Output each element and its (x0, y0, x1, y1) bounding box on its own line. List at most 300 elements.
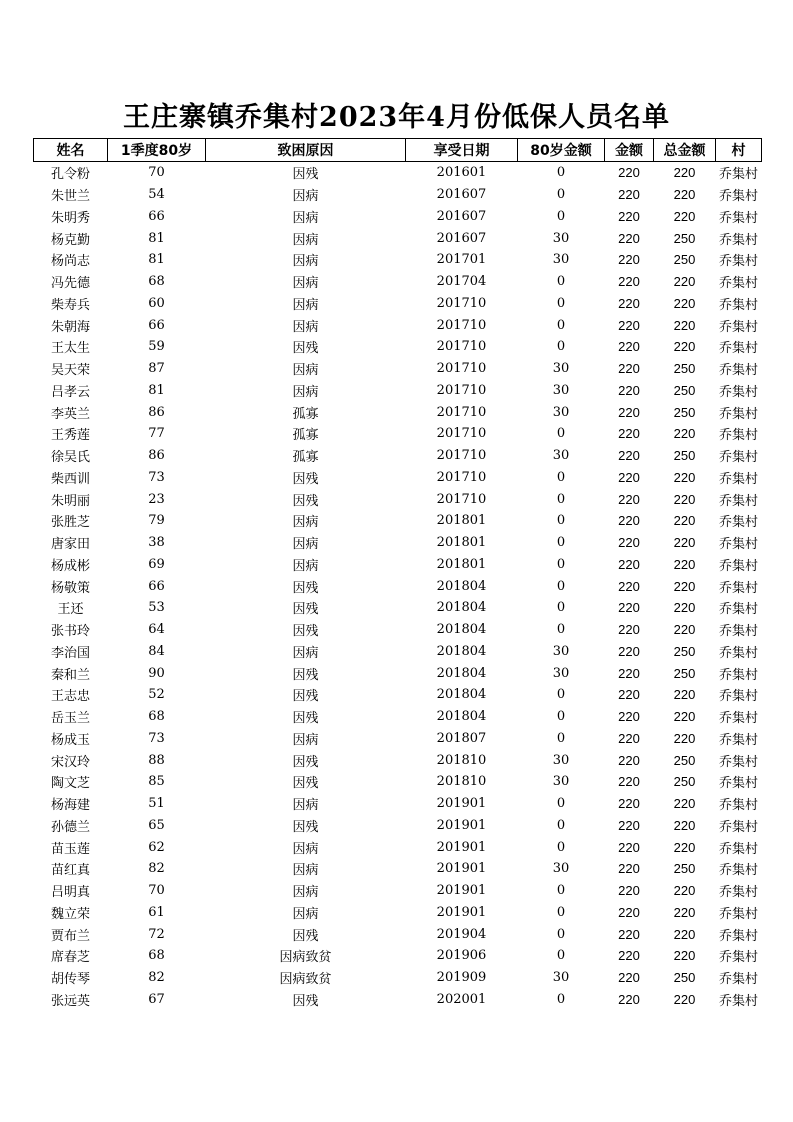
cell-eighty-amount: 30 (552, 861, 570, 877)
cell-date: 201710 (436, 469, 487, 485)
cell-eighty-amount: 30 (552, 382, 570, 398)
cell-village: 乔集村 (718, 471, 758, 487)
cell-eighty-amount: 30 (552, 970, 570, 986)
cell-eighty-amount: 30 (552, 774, 570, 790)
cell-total: 220 (673, 730, 696, 746)
table-row (34, 923, 762, 945)
cell-village: 乔集村 (718, 841, 758, 857)
cell-amount: 220 (618, 578, 640, 594)
cell-name: 柴西训 (50, 471, 90, 487)
cell-age: 81 (148, 230, 165, 246)
cell-reason: 因病 (292, 210, 319, 226)
cell-age: 52 (148, 687, 165, 703)
cell-age: 51 (148, 796, 165, 812)
cell-date: 201804 (436, 643, 487, 659)
cell-age: 73 (148, 469, 165, 485)
cell-age: 65 (148, 817, 165, 833)
header-row (34, 139, 762, 162)
cell-amount: 220 (618, 535, 640, 551)
cell-eighty-amount: 30 (552, 252, 570, 268)
cell-village: 乔集村 (718, 363, 758, 379)
cell-date: 201804 (436, 600, 487, 616)
cell-name: 冯先德 (50, 276, 90, 292)
cell-reason: 因病 (292, 189, 319, 205)
cell-name: 苗红真 (50, 863, 90, 879)
cell-date: 201901 (436, 817, 487, 833)
col-header-age: 1季度80岁 (108, 139, 206, 162)
cell-amount: 220 (618, 295, 640, 311)
cell-eighty-amount: 30 (552, 448, 570, 464)
cell-date: 202001 (436, 991, 487, 1007)
cell-date: 201901 (436, 861, 487, 877)
cell-age: 66 (148, 578, 165, 594)
cell-date: 201901 (436, 796, 487, 812)
cell-date: 201901 (436, 883, 487, 899)
cell-total: 220 (673, 295, 696, 311)
cell-village: 乔集村 (718, 406, 758, 422)
cell-name: 王秀莲 (50, 428, 90, 444)
cell-age: 38 (148, 535, 165, 551)
cell-date: 201810 (436, 752, 487, 768)
cell-total: 220 (673, 317, 696, 333)
cell-amount: 220 (618, 556, 640, 572)
cell-age: 81 (148, 252, 165, 268)
cell-total: 220 (673, 839, 696, 855)
cell-eighty-amount: 0 (556, 274, 566, 290)
cell-amount: 220 (618, 187, 640, 203)
cell-village: 乔集村 (718, 319, 758, 335)
cell-amount: 220 (618, 665, 640, 681)
cell-name: 朱世兰 (50, 189, 90, 205)
cell-village: 乔集村 (718, 254, 758, 270)
cell-age: 90 (148, 665, 165, 681)
cell-name: 张远英 (50, 993, 90, 1009)
cell-eighty-amount: 0 (556, 622, 566, 638)
cell-total: 220 (673, 165, 696, 181)
cell-date: 201710 (436, 295, 487, 311)
cell-eighty-amount: 0 (556, 165, 566, 181)
cell-total: 250 (673, 382, 696, 398)
cell-name: 胡传琴 (50, 972, 90, 988)
table-row (34, 554, 762, 576)
cell-amount: 220 (618, 469, 640, 485)
cell-age: 70 (148, 883, 165, 899)
cell-reason: 因病 (292, 558, 319, 574)
cell-age: 79 (148, 513, 165, 529)
cell-total: 220 (673, 926, 696, 942)
cell-name: 王志忠 (50, 689, 90, 705)
cell-total: 250 (673, 230, 696, 246)
cell-age: 72 (148, 926, 165, 942)
cell-eighty-amount: 0 (556, 709, 566, 725)
cell-village: 乔集村 (718, 450, 758, 466)
table-row (34, 401, 762, 423)
cell-eighty-amount: 30 (552, 752, 570, 768)
cell-village: 乔集村 (718, 232, 758, 248)
cell-age: 61 (148, 904, 165, 920)
cell-total: 220 (673, 709, 696, 725)
table-row (34, 619, 762, 641)
cell-reason: 因残 (292, 493, 319, 509)
cell-amount: 220 (618, 622, 640, 638)
cell-eighty-amount: 0 (556, 948, 566, 964)
table-row (34, 336, 762, 358)
cell-total: 220 (673, 904, 696, 920)
cell-age: 86 (148, 404, 165, 420)
cell-village: 乔集村 (718, 276, 758, 292)
cell-age: 68 (148, 274, 165, 290)
cell-reason: 因病致贫 (279, 972, 332, 988)
cell-reason: 孤寡 (292, 406, 319, 422)
col-header-village: 村 (716, 139, 762, 162)
cell-age: 69 (148, 556, 165, 572)
cell-reason: 因病 (292, 232, 319, 248)
cell-total: 220 (673, 600, 696, 616)
cell-age: 60 (148, 295, 165, 311)
cell-total: 220 (673, 817, 696, 833)
cell-village: 乔集村 (718, 493, 758, 509)
cell-village: 乔集村 (718, 732, 758, 748)
cell-name: 苗玉莲 (50, 841, 90, 857)
cell-date: 201710 (436, 361, 487, 377)
cell-eighty-amount: 0 (556, 317, 566, 333)
cell-age: 54 (148, 187, 165, 203)
cell-date: 201710 (436, 491, 487, 507)
cell-reason: 因残 (292, 711, 319, 727)
cell-date: 201801 (436, 513, 487, 529)
cell-amount: 220 (618, 230, 640, 246)
cell-total: 220 (673, 535, 696, 551)
cell-eighty-amount: 0 (556, 883, 566, 899)
cell-name: 徐吴氏 (50, 450, 90, 466)
table-row (34, 249, 762, 271)
cell-reason: 因病 (292, 841, 319, 857)
table-row (34, 597, 762, 619)
cell-age: 82 (148, 970, 165, 986)
cell-reason: 因病 (292, 384, 319, 400)
cell-village: 乔集村 (718, 667, 758, 683)
cell-total: 220 (673, 187, 696, 203)
cell-reason: 因残 (292, 754, 319, 770)
cell-name: 魏立荣 (50, 906, 90, 922)
cell-total: 250 (673, 970, 696, 986)
cell-amount: 220 (618, 904, 640, 920)
cell-amount: 220 (618, 926, 640, 942)
cell-eighty-amount: 0 (556, 600, 566, 616)
cell-amount: 220 (618, 991, 640, 1007)
cell-name: 贾布兰 (50, 928, 90, 944)
cell-date: 201710 (436, 404, 487, 420)
cell-reason: 因病 (292, 645, 319, 661)
cell-reason: 因病 (292, 798, 319, 814)
cell-age: 87 (148, 361, 165, 377)
cell-amount: 220 (618, 600, 640, 616)
cell-amount: 220 (618, 774, 640, 790)
cell-reason: 孤寡 (292, 450, 319, 466)
cell-village: 乔集村 (718, 711, 758, 727)
cell-amount: 220 (618, 404, 640, 420)
cell-reason: 因病致贫 (279, 950, 332, 966)
cell-reason: 因残 (292, 471, 319, 487)
cell-name: 席春芝 (50, 950, 90, 966)
cell-date: 201901 (436, 839, 487, 855)
cell-name: 吕明真 (50, 885, 90, 901)
cell-date: 201607 (436, 187, 487, 203)
cell-amount: 220 (618, 883, 640, 899)
cell-amount: 220 (618, 513, 640, 529)
cell-village: 乔集村 (718, 863, 758, 879)
cell-date: 201704 (436, 274, 487, 290)
cell-date: 201906 (436, 948, 487, 964)
table-row (34, 184, 762, 206)
cell-amount: 220 (618, 643, 640, 659)
cell-eighty-amount: 0 (556, 904, 566, 920)
cell-eighty-amount: 0 (556, 187, 566, 203)
table-row (34, 445, 762, 467)
cell-total: 220 (673, 687, 696, 703)
cell-date: 201710 (436, 339, 487, 355)
cell-village: 乔集村 (718, 558, 758, 574)
cell-reason: 因残 (292, 341, 319, 357)
cell-name: 张书玲 (50, 624, 90, 640)
cell-age: 64 (148, 622, 165, 638)
cell-village: 乔集村 (718, 428, 758, 444)
cell-village: 乔集村 (718, 972, 758, 988)
cell-eighty-amount: 0 (556, 535, 566, 551)
cell-reason: 孤寡 (292, 428, 319, 444)
table-row (34, 945, 762, 967)
cell-eighty-amount: 0 (556, 817, 566, 833)
cell-amount: 220 (618, 709, 640, 725)
table-row (34, 858, 762, 880)
cell-village: 乔集村 (718, 754, 758, 770)
cell-eighty-amount: 30 (552, 643, 570, 659)
cell-date: 201601 (436, 165, 487, 181)
cell-date: 201701 (436, 252, 487, 268)
cell-village: 乔集村 (718, 798, 758, 814)
cell-name: 宋汉玲 (50, 754, 90, 770)
cell-amount: 220 (618, 752, 640, 768)
cell-eighty-amount: 30 (552, 230, 570, 246)
cell-amount: 220 (618, 339, 640, 355)
cell-village: 乔集村 (718, 167, 758, 183)
cell-village: 乔集村 (718, 993, 758, 1009)
table-header (34, 139, 762, 162)
cell-reason: 因病 (292, 537, 319, 553)
cell-age: 81 (148, 382, 165, 398)
cell-date: 201710 (436, 448, 487, 464)
cell-total: 220 (673, 883, 696, 899)
cell-village: 乔集村 (718, 189, 758, 205)
cell-date: 201710 (436, 317, 487, 333)
cell-age: 68 (148, 709, 165, 725)
cell-eighty-amount: 0 (556, 730, 566, 746)
table-row (34, 749, 762, 771)
cell-age: 85 (148, 774, 165, 790)
cell-eighty-amount: 30 (552, 361, 570, 377)
cell-date: 201804 (436, 709, 487, 725)
cell-reason: 因病 (292, 906, 319, 922)
table-row (34, 967, 762, 989)
cell-eighty-amount: 30 (552, 404, 570, 420)
cell-name: 杨海建 (50, 798, 90, 814)
cell-reason: 因残 (292, 580, 319, 596)
table-body (34, 162, 762, 1011)
cell-total: 220 (673, 556, 696, 572)
cell-village: 乔集村 (718, 537, 758, 553)
cell-village: 乔集村 (718, 210, 758, 226)
cell-amount: 220 (618, 970, 640, 986)
cell-reason: 因病 (292, 319, 319, 335)
cell-reason: 因病 (292, 363, 319, 379)
cell-total: 220 (673, 796, 696, 812)
table-row (34, 358, 762, 380)
cell-name: 岳玉兰 (50, 711, 90, 727)
cell-name: 柴寿兵 (50, 297, 90, 313)
cell-age: 77 (148, 426, 165, 442)
cell-eighty-amount: 0 (556, 578, 566, 594)
cell-age: 23 (148, 491, 165, 507)
cell-date: 201710 (436, 382, 487, 398)
cell-name: 李英兰 (50, 406, 90, 422)
cell-eighty-amount: 0 (556, 556, 566, 572)
table-row (34, 880, 762, 902)
table-row (34, 271, 762, 293)
cell-age: 66 (148, 208, 165, 224)
cell-age: 59 (148, 339, 165, 355)
cell-reason: 因残 (292, 602, 319, 618)
cell-reason: 因病 (292, 276, 319, 292)
col-header-name: 姓名 (34, 139, 108, 162)
table-row (34, 488, 762, 510)
cell-reason: 因残 (292, 624, 319, 640)
cell-date: 201901 (436, 904, 487, 920)
cell-age: 68 (148, 948, 165, 964)
cell-amount: 220 (618, 730, 640, 746)
cell-village: 乔集村 (718, 602, 758, 618)
cell-reason: 因残 (292, 167, 319, 183)
cell-village: 乔集村 (718, 950, 758, 966)
cell-eighty-amount: 0 (556, 839, 566, 855)
cell-eighty-amount: 0 (556, 339, 566, 355)
table-row (34, 532, 762, 554)
cell-date: 201804 (436, 687, 487, 703)
page-title: 王庄寨镇乔集村2023年4月份低保人员名单 (123, 102, 670, 133)
cell-total: 220 (673, 578, 696, 594)
cell-reason: 因病 (292, 515, 319, 531)
cell-eighty-amount: 0 (556, 926, 566, 942)
cell-age: 53 (148, 600, 165, 616)
table-row (34, 771, 762, 793)
table-row (34, 423, 762, 445)
cell-name: 杨成彬 (50, 558, 90, 574)
table-row (34, 314, 762, 336)
cell-total: 220 (673, 426, 696, 442)
cell-amount: 220 (618, 208, 640, 224)
cell-reason: 因残 (292, 689, 319, 705)
cell-date: 201909 (436, 970, 487, 986)
cell-date: 201807 (436, 730, 487, 746)
table-row (34, 793, 762, 815)
cell-village: 乔集村 (718, 645, 758, 661)
cell-amount: 220 (618, 252, 640, 268)
cell-village: 乔集村 (718, 885, 758, 901)
cell-eighty-amount: 0 (556, 991, 566, 1007)
table-row (34, 902, 762, 924)
cell-amount: 220 (618, 382, 640, 398)
cell-name: 张胜芝 (50, 515, 90, 531)
cell-name: 孔令粉 (50, 167, 90, 183)
cell-name: 杨成玉 (50, 732, 90, 748)
cell-amount: 220 (618, 448, 640, 464)
col-header-eighty-amount: 80岁金额 (518, 139, 605, 162)
cell-reason: 因残 (292, 667, 319, 683)
cell-village: 乔集村 (718, 580, 758, 596)
cell-reason: 因残 (292, 776, 319, 792)
cell-date: 201810 (436, 774, 487, 790)
cell-amount: 220 (618, 491, 640, 507)
table-row (34, 293, 762, 315)
col-header-reason: 致困原因 (206, 139, 406, 162)
cell-village: 乔集村 (718, 515, 758, 531)
roster-table (33, 138, 762, 1010)
cell-age: 67 (148, 991, 165, 1007)
cell-name: 杨克勤 (50, 232, 90, 248)
cell-name: 李治国 (50, 645, 90, 661)
cell-age: 70 (148, 165, 165, 181)
cell-name: 秦和兰 (50, 667, 90, 683)
table-row (34, 815, 762, 837)
cell-date: 201904 (436, 926, 487, 942)
cell-date: 201710 (436, 426, 487, 442)
cell-date: 201607 (436, 230, 487, 246)
cell-eighty-amount: 30 (552, 665, 570, 681)
table-row (34, 227, 762, 249)
cell-eighty-amount: 0 (556, 796, 566, 812)
cell-amount: 220 (618, 426, 640, 442)
cell-name: 王还 (57, 602, 84, 618)
cell-eighty-amount: 0 (556, 687, 566, 703)
cell-amount: 220 (618, 687, 640, 703)
cell-name: 吕孝云 (50, 384, 90, 400)
table-row (34, 467, 762, 489)
table-row (34, 641, 762, 663)
cell-total: 250 (673, 252, 696, 268)
cell-village: 乔集村 (718, 624, 758, 640)
cell-reason: 因残 (292, 819, 319, 835)
cell-age: 66 (148, 317, 165, 333)
table-row (34, 380, 762, 402)
cell-amount: 220 (618, 817, 640, 833)
cell-name: 杨敬策 (50, 580, 90, 596)
cell-amount: 220 (618, 948, 640, 964)
cell-total: 220 (673, 513, 696, 529)
table-row (34, 206, 762, 228)
cell-village: 乔集村 (718, 776, 758, 792)
cell-amount: 220 (618, 861, 640, 877)
cell-name: 朱朝海 (50, 319, 90, 335)
cell-total: 220 (673, 622, 696, 638)
cell-name: 孙德兰 (50, 819, 90, 835)
cell-date: 201804 (436, 622, 487, 638)
cell-eighty-amount: 0 (556, 513, 566, 529)
cell-amount: 220 (618, 839, 640, 855)
cell-date: 201804 (436, 665, 487, 681)
table-row (34, 684, 762, 706)
col-header-amount: 金额 (605, 139, 654, 162)
cell-reason: 因残 (292, 928, 319, 944)
cell-eighty-amount: 0 (556, 208, 566, 224)
